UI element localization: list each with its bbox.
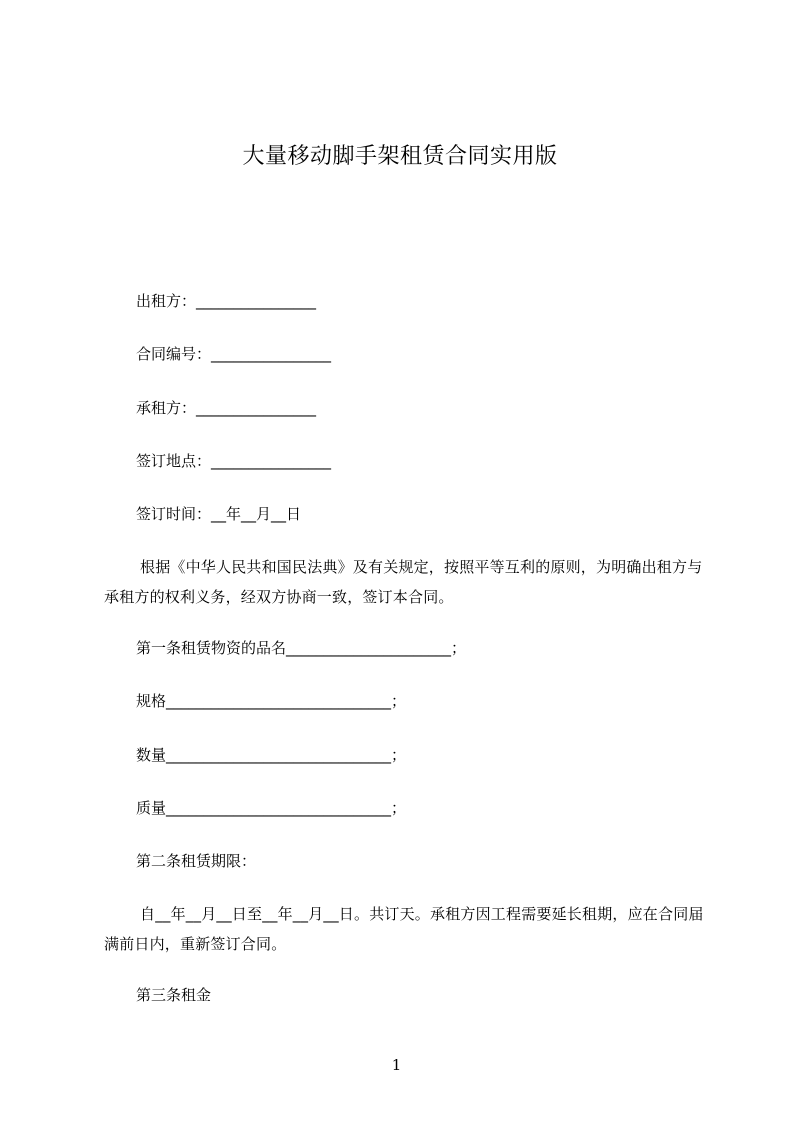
article1-name-line: 第一条租赁物资的品名______________________； bbox=[136, 639, 467, 657]
article3-heading: 第三条租金 bbox=[136, 986, 212, 1004]
article1-quality-line: 质量______________________________； bbox=[136, 799, 407, 817]
lessee-field: 承租方：________________ bbox=[136, 399, 317, 417]
sign-place-field: 签订地点：________________ bbox=[136, 452, 332, 470]
article1-quantity-line: 数量______________________________； bbox=[136, 746, 407, 764]
lessor-field: 出租方：________________ bbox=[136, 292, 317, 310]
sign-time-field: 签订时间：__年__月__日 bbox=[136, 505, 302, 523]
intro-paragraph: 根据《中华人民共和国民法典》及有关规定，按照平等互利的原则，为明确出租方与承租方的权利义务，经双方协商一致，签订本合同。 bbox=[104, 558, 703, 606]
document-title: 大量移动脚手架租赁合同实用版 bbox=[242, 144, 558, 169]
article2-paragraph: 自__年__月__日至__年__月__日。共订天。承租方因工程需要延长租期，应在合同届满前日内，重新签订合同。 bbox=[104, 905, 704, 953]
page-number: 1 bbox=[391, 1056, 402, 1074]
article1-spec-line: 规格______________________________； bbox=[136, 692, 407, 710]
contract-number-field: 合同编号：________________ bbox=[136, 345, 332, 363]
article2-heading: 第二条租赁期限： bbox=[136, 852, 257, 870]
